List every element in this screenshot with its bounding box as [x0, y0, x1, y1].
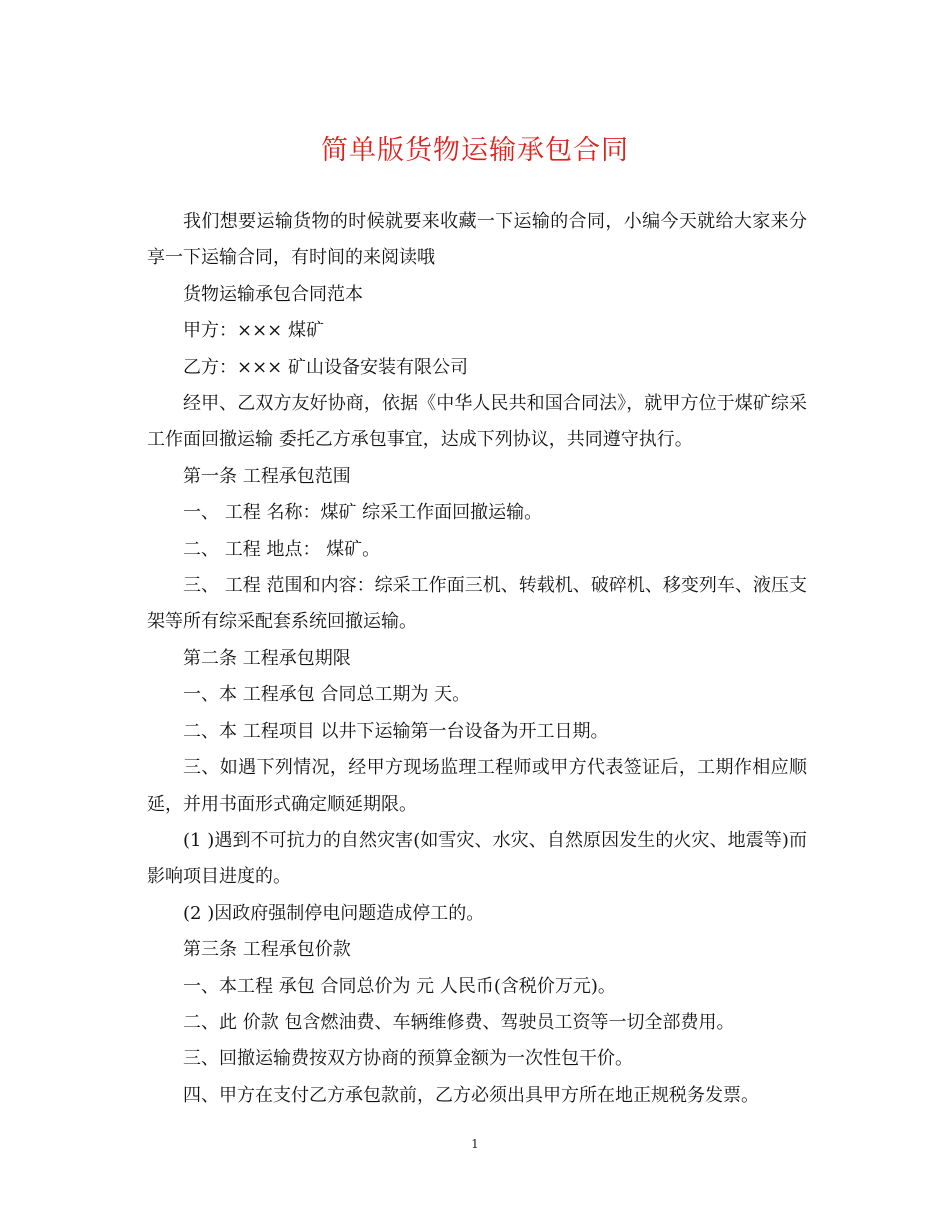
paragraph-template-heading: 货物运输承包合同范本 [183, 283, 363, 305]
section-heading-price: 第三条 工程承包价款 [183, 939, 351, 961]
paragraph-price-includes: 二、此 价款 包含燃油费、车辆维修费、驾驶员工资等一切全部费用。 [183, 1011, 735, 1033]
paragraph-extension: 三、如遇下列情况，经甲方现场监理工程师或甲方代表签证后，工期作相应顺延，并用书面形式确定顺延期限。 [147, 757, 807, 815]
paragraph-condition-2: (2 )因政府强制停电问题造成停工的。 [183, 902, 485, 924]
paragraph-total-price: 一、本工程 承包 合同总价为 元 人民币(含税价万元)。 [183, 975, 616, 997]
paragraph-agreement: 经甲、乙双方友好协商，依据《中华人民共和国合同法》，就甲方位于煤矿综采工作面回撤运输 委托乙方承包事宜，达成下列协议，共同遵守执行。 [147, 393, 807, 451]
document-body [147, 204, 807, 1114]
paragraph-invoice: 四、甲方在支付乙方承包款前，乙方必须出具甲方所在地正规税务发票。 [183, 1084, 759, 1106]
page-number: 1 [471, 1137, 479, 1151]
paragraph-lump-sum: 三、回撤运输费按双方协商的预算金额为一次性包干价。 [183, 1048, 633, 1070]
paragraph-project-location: 二、 工程 地点： 煤矿。 [183, 538, 381, 560]
paragraph-total-period: 一、本 工程承包 合同总工期为 天。 [183, 684, 471, 706]
paragraph-party-a: 甲方：××× 煤矿 [183, 320, 324, 342]
paragraph-project-content: 三、 工程 范围和内容：综采工作面三机、转载机、破碎机、移变列车、液压支架等所有综采配套系统回撤运输。 [147, 575, 807, 633]
paragraph-project-name: 一、 工程 名称：煤矿 综采工作面回撤运输。 [183, 502, 543, 524]
document-title: 简单版货物运输承包合同 [321, 135, 629, 166]
paragraph-condition-1: (1 )遇到不可抗力的自然灾害(如雪灾、水灾、自然原因发生的火灾、地震等)而影响项目进度的。 [147, 829, 807, 888]
section-heading-scope: 第一条 工程承包范围 [183, 465, 351, 487]
paragraph-start-date: 二、本 工程项目 以井下运输第一台设备为开工日期。 [183, 720, 609, 742]
paragraph-party-b: 乙方：××× 矿山设备安装有限公司 [183, 356, 468, 378]
section-heading-period: 第二条 工程承包期限 [183, 647, 351, 669]
paragraph-intro: 我们想要运输货物的时候就要来收藏一下运输的合同，小编今天就给大家来分享一下运输合同，有时间的来阅读哦 [147, 211, 807, 269]
